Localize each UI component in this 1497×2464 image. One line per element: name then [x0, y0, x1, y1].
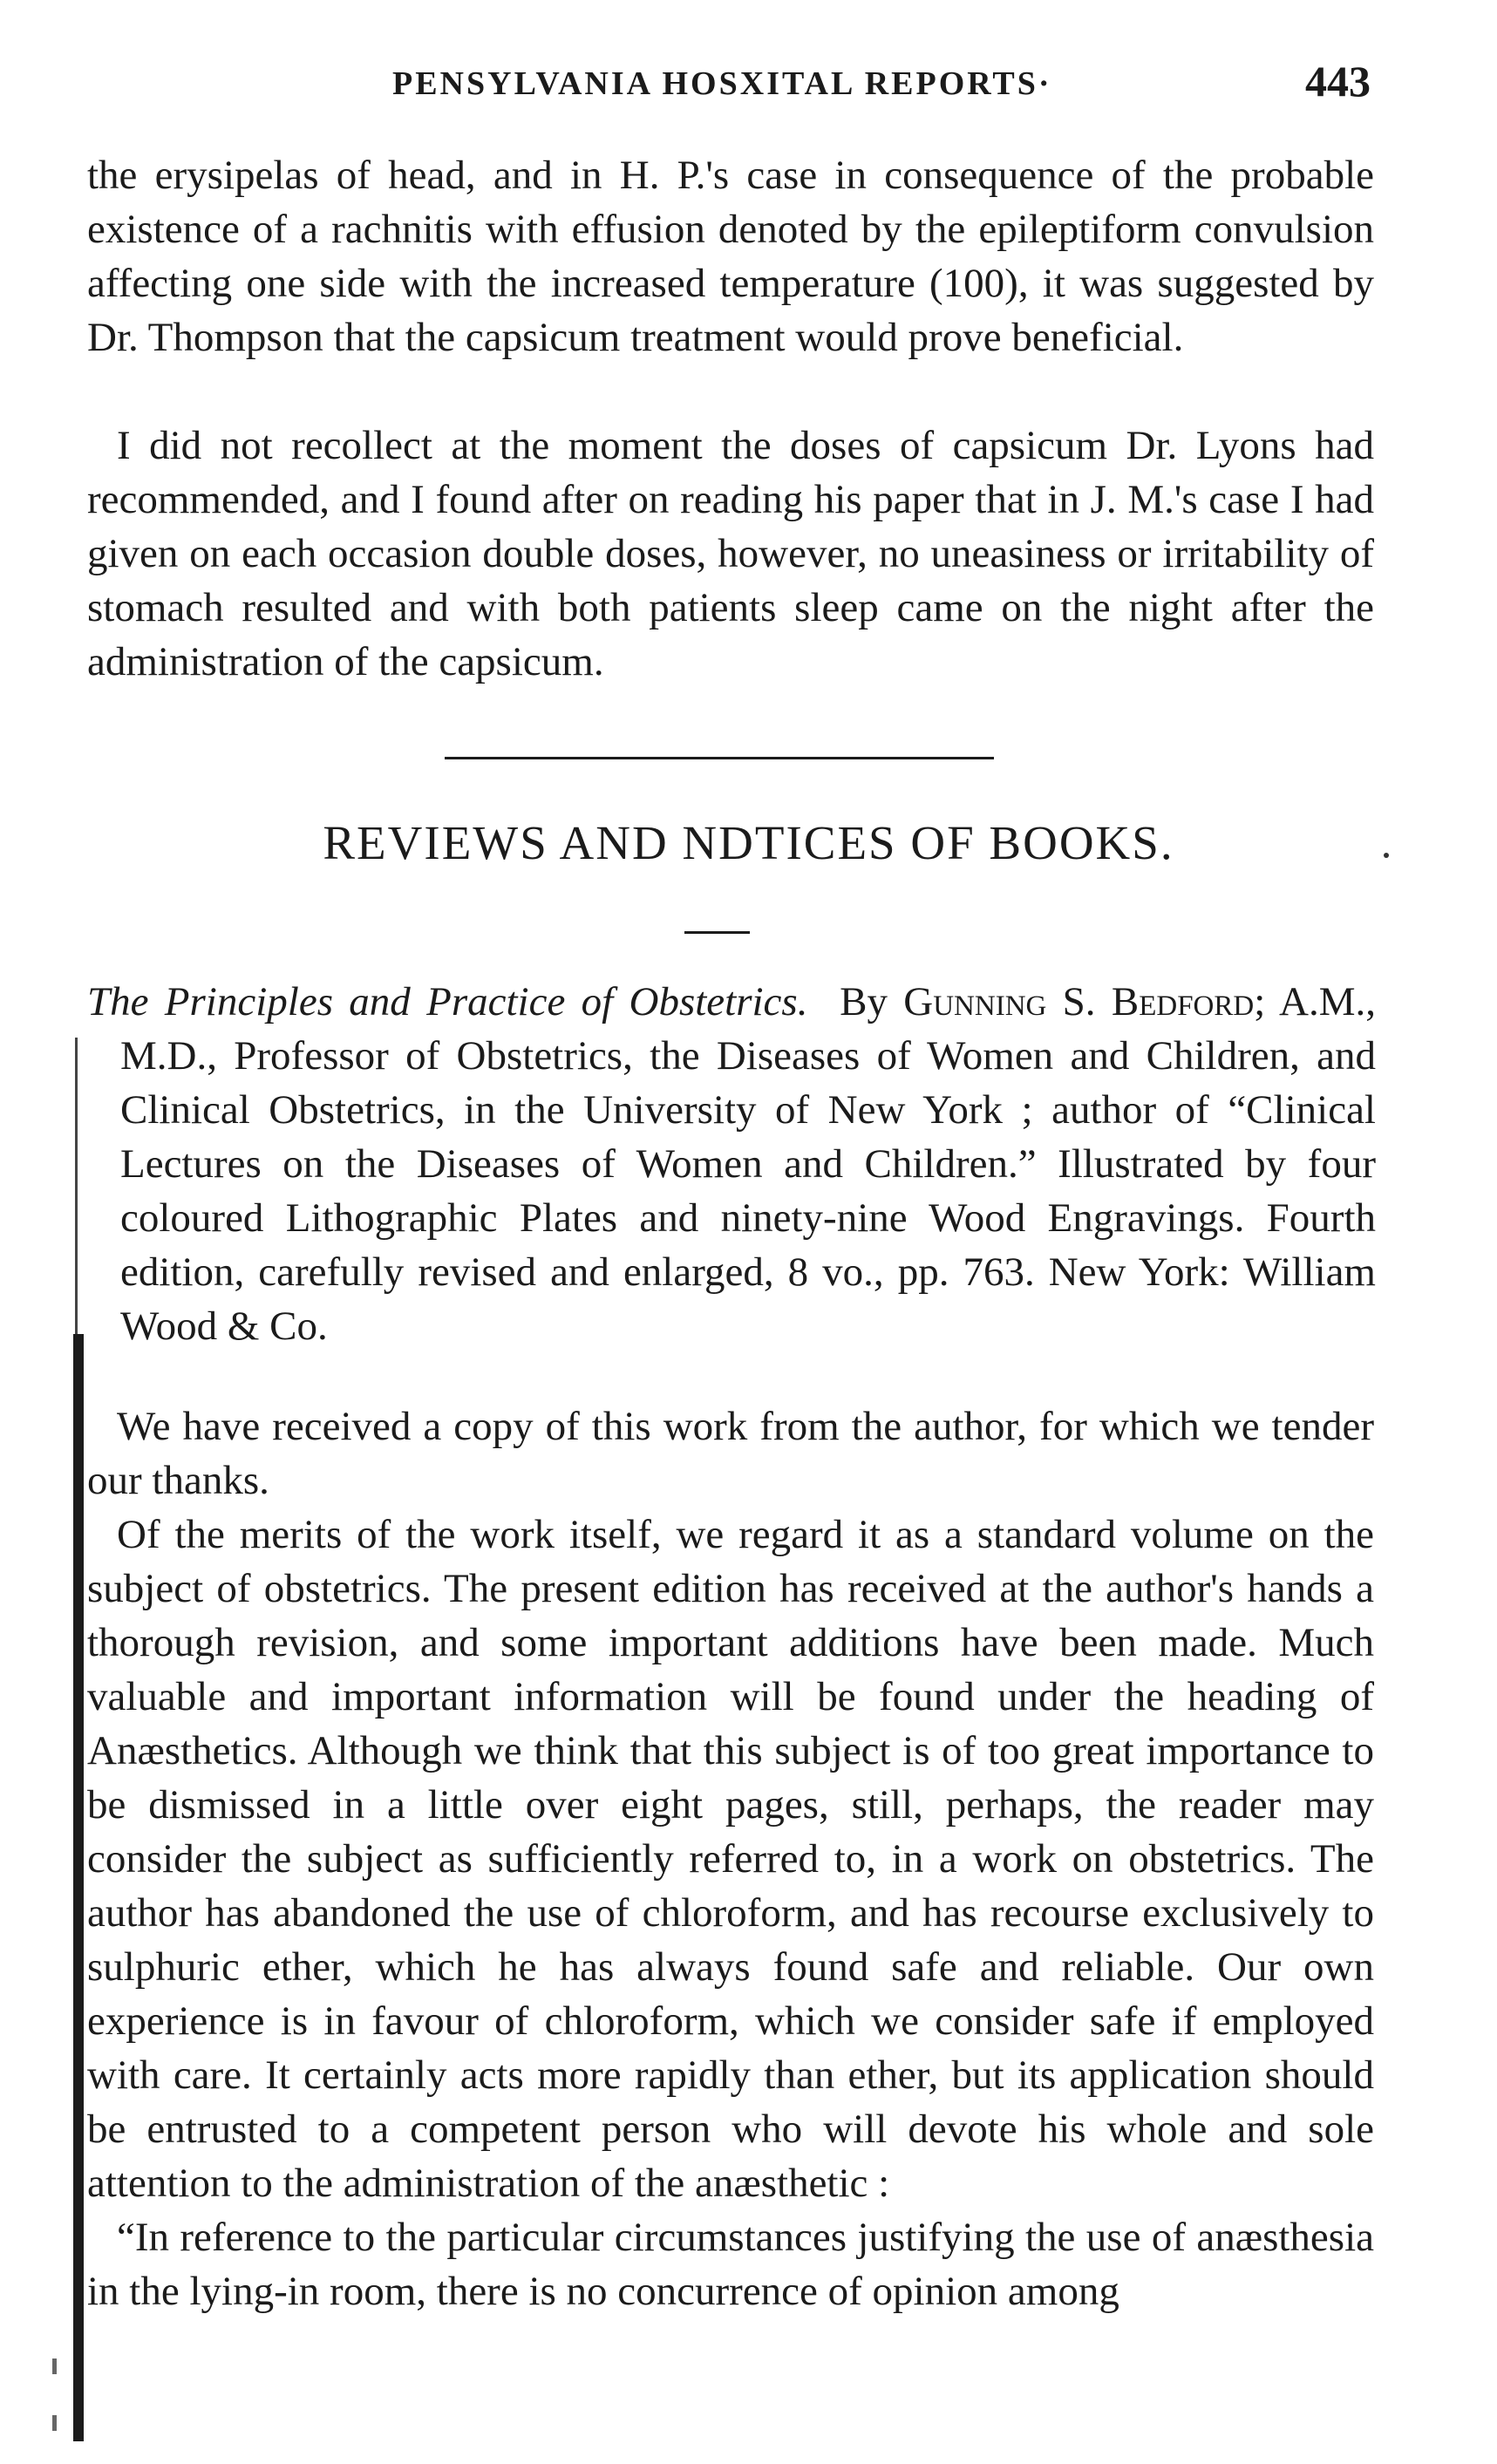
margin-bar: [73, 1334, 84, 2441]
margin-mark: [52, 2358, 57, 2374]
margin-line: [75, 1038, 78, 1343]
citation-by: By: [840, 979, 888, 1024]
book-citation: [87, 975, 1376, 1353]
page-number: 443: [1305, 57, 1371, 106]
section-divider: [445, 757, 994, 759]
paragraph: the erysipelas of head, and in H. P.'s case in consequence of the probable existence of a rachnitis with effusion denoted by the epileptiform convulsion affecting one side with the increased temperature (100), it was suggested by Dr. Thompson that the capsicum treatment would prove beneficial.: [87, 153, 1374, 360]
running-head: PENSYLVANIA HOSXITAL REPORTS·: [392, 65, 1052, 102]
title-underline: [684, 931, 750, 934]
quotation: “In reference to the particular circumstances justifying the use of anæsthesia in the lying-in room, there is no concurrence of opinion among: [87, 2215, 1374, 2314]
body-text-top: [87, 148, 1374, 364]
paragraph: We have received a copy of this work from the author, for which we tender our thanks.: [87, 1404, 1374, 1503]
citation-details: A.M., M.D., Professor of Obstetrics, the Diseases of Women and Children, and Clinical Obstetrics, in the University of New York ; author of “Clinical Lectures on the Diseases of Women and Children.” Illustrated by four coloured Lithographic Plates and ninety-nine Wood Engravings. Fourth edition, carefully revised and enlarged, 8 vo., pp. 763. New York: William Wood & Co.: [120, 979, 1376, 1349]
book-author: Gunning S. Bedford;: [903, 979, 1266, 1024]
paragraph: Of the merits of the work itself, we regard it as a standard volume on the subject of obstetrics. The present edition has received at the author's hands a thorough revision, and some important additions have been made. Much valuable and important information will be found under the heading of Anæsthetics. Although we think that this subject is of too great importance to be dismissed in a little over eight pages, still, perhaps, the reader may consider the subject as sufficiently referred to, in a work on obstetrics. The author has abandoned the use of chloroform, and has recourse exclusively to sulphuric ether, which he has always found safe and reliable. Our own experience is in favour of chloroform, which we consider safe if employed with care. It certainly acts more rapidly than ether, but its application should be entrusted to a competent person who will devote his whole and sole attention to the administration of the anæsthetic :: [87, 1512, 1374, 2206]
review-body: [87, 1399, 1374, 2318]
page-header: [87, 54, 1378, 115]
print-speck: [1384, 853, 1389, 858]
margin-mark: [52, 2415, 57, 2431]
book-title: The Principles and Practice of Obstetrics.: [87, 979, 808, 1024]
paragraph: I did not recollect at the moment the doses of capsicum Dr. Lyons had recommended, and I found after on reading his paper that in J. M.'s case I had given on each occasion double doses, however, no uneasiness or irritability of stomach resulted and with both patients sleep came on the night after the administration of the capsicum.: [87, 423, 1374, 684]
body-text-second: [87, 419, 1374, 689]
section-title: REVIEWS AND NDTICES OF BOOKS.: [323, 816, 1174, 869]
